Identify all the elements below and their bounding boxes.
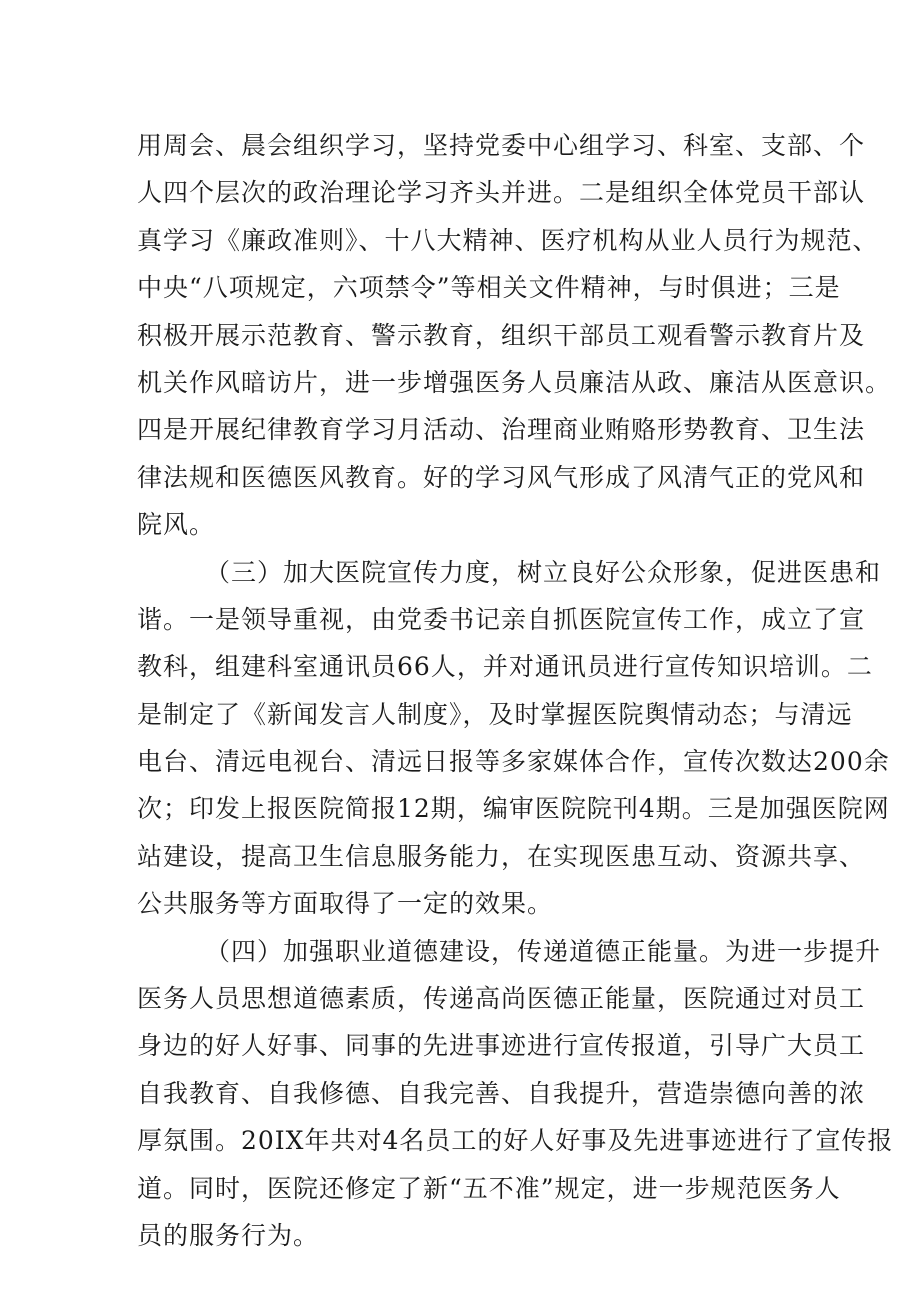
body-text [137, 122, 894, 1259]
text-line: 真学习《廉政准则》、十八大精神、医疗机构从业人员行为规范、 [137, 225, 879, 255]
text-line: 律法规和医德医风教育。好的学习风气形成了风清气正的党风和 [137, 462, 866, 492]
text-line: 医务人员思想道德素质，传递高尚医德正能量，医院通过对员工 [137, 984, 866, 1014]
text-line: 厚氛围。20IX年共对4名员工的好人好事及先进事迹进行了宣传报 [137, 1126, 894, 1156]
text-line: 员的服务行为。 [137, 1220, 320, 1250]
text-line: 积极开展示范教育、警示教育，组织干部员工观看警示教育片及 [137, 320, 866, 350]
text-line: 是制定了《新闻发言人制度》，及时掌握医院舆情动态；与清远 [137, 699, 853, 729]
text-line: 谐。一是领导重视，由党委书记亲自抓医院宣传工作，成立了宣 [137, 604, 866, 634]
text-line: 电台、清远电视台、清远日报等多家媒体合作，宣传次数达200余 [137, 747, 890, 777]
text-line: 院风。 [137, 510, 216, 540]
text-line: 人四个层次的政治理论学习齐头并进。二是组织全体党员干部认 [137, 178, 866, 208]
text-line: 次；印发上报医院简报12期，编审医院院刊4期。三是加强医院网 [137, 794, 890, 824]
text-line: 用周会、晨会组织学习，坚持党委中心组学习、科室、支部、个 [137, 131, 866, 160]
text-line: 公共服务等方面取得了一定的效果。 [137, 889, 554, 919]
text-line: 中央“八项规定，六项禁令”等相关文件精神，与时俱进；三是 [137, 273, 841, 303]
text-line: 身边的好人好事、同事的先进事迹进行宣传报道，引导广大员工 [137, 1031, 866, 1061]
text-line: 站建设，提高卫生信息服务能力，在实现医患互动、资源共享、 [137, 841, 866, 871]
paragraph-heading-line: （三）加大医院宣传力度，树立良好公众形象，促进医患和 [205, 557, 882, 587]
text-line: 四是开展纪律教育学习月活动、治理商业贿赂形势教育、卫生法 [137, 415, 866, 445]
text-line: 道。同时，医院还修定了新“五不准”规定，进一步规范医务人 [137, 1173, 841, 1203]
text-line: 机关作风暗访片，进一步增强医务人员廉洁从政、廉洁从医意识。 [137, 367, 892, 397]
paragraph-heading-line: （四）加强职业道德建设，传递道德正能量。为进一步提升 [205, 936, 882, 966]
text-line: 教科，组建科室通讯员66人，并对通讯员进行宣传知识培训。二 [137, 652, 873, 682]
text-line: 自我教育、自我修德、自我完善、自我提升，营造崇德向善的浓 [137, 1078, 866, 1108]
